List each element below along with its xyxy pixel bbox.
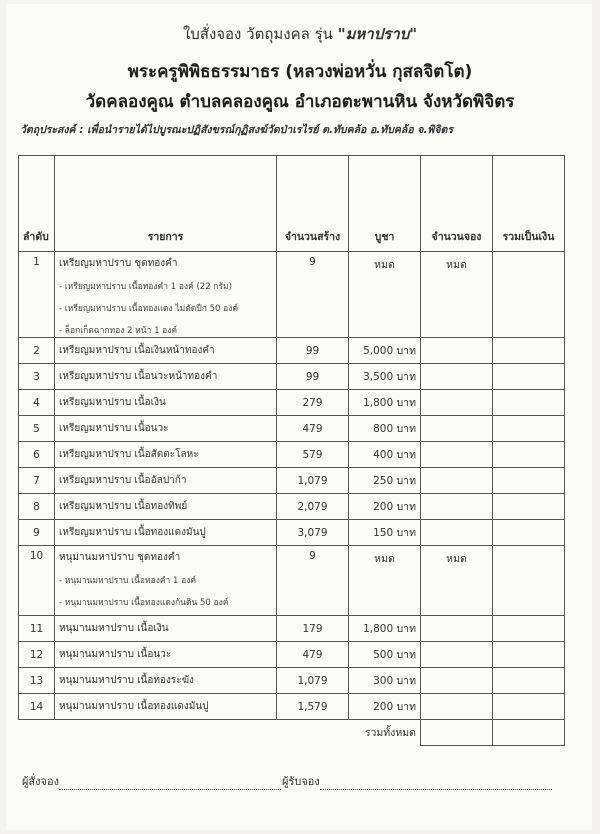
reserve-cell[interactable] — [421, 442, 493, 468]
grand-total-row — [19, 720, 565, 746]
series-name: "มหาปราบ" — [337, 25, 418, 43]
item-name: หนุมานมหาปราบ เนื้อทองแดงมันปู — [59, 701, 209, 712]
row-number: 5 — [19, 416, 55, 442]
grand-total-amount-cell[interactable] — [493, 720, 565, 746]
reserve-cell[interactable] — [421, 468, 493, 494]
col-header-made: จำนวนสร้าง — [277, 156, 349, 252]
item-name: หนุมานมหาปราบ เนื้อทองระฆัง — [59, 675, 194, 686]
item-name: เหรียญมหาปราบ เนื้ออัลปาก้า — [59, 475, 187, 486]
total-cell[interactable] — [493, 642, 565, 668]
form-title — [0, 22, 600, 46]
price-cell: หมด — [349, 546, 421, 616]
row-number: 9 — [19, 520, 55, 546]
item-name: เหรียญมหาปราบ เนื้อเงินหน้าทองคำ — [59, 345, 215, 356]
table-header-row — [19, 156, 565, 252]
made-count: 479 — [277, 642, 349, 668]
item-cell — [55, 668, 277, 694]
price-cell: 150 บาท — [349, 520, 421, 546]
item-cell — [55, 546, 277, 616]
item-sub-line: - ล็อกเก็ตฉากทอง 2 หน้า 1 องค์ — [59, 326, 178, 336]
row-number: 11 — [19, 616, 55, 642]
reserve-cell[interactable] — [421, 416, 493, 442]
item-cell — [55, 642, 277, 668]
row-number: 13 — [19, 668, 55, 694]
item-name: เหรียญมหาปราบ เนื้อนวะหน้าทองคำ — [59, 371, 218, 382]
price-cell: หมด — [349, 252, 421, 338]
table-row — [19, 390, 565, 416]
item-name: เหรียญมหาปราบ เนื้อทองแดงมันปู — [59, 527, 206, 538]
row-number: 14 — [19, 694, 55, 720]
order-table — [18, 155, 565, 746]
reserve-cell[interactable] — [421, 694, 493, 720]
item-cell — [55, 494, 277, 520]
col-header-total: รวมเป็นเงิน — [493, 156, 565, 252]
made-count: 1,579 — [277, 694, 349, 720]
item-cell — [55, 364, 277, 390]
made-count: 9 — [277, 546, 349, 616]
price-cell: 800 บาท — [349, 416, 421, 442]
row-number: 1 — [19, 252, 55, 338]
price-cell: 3,500 บาท — [349, 364, 421, 390]
orderer-label: ผู้สั่งจอง — [22, 775, 59, 788]
item-sub-line: - เหรียญมหาปราบ เนื้อทองแดง ไม่ตัดปีก 50 องค์ — [59, 304, 239, 314]
made-count: 99 — [277, 338, 349, 364]
table-row — [19, 694, 565, 720]
table-row — [19, 468, 565, 494]
item-cell — [55, 416, 277, 442]
total-cell[interactable] — [493, 252, 565, 338]
price-cell: 5,000 บาท — [349, 338, 421, 364]
total-cell[interactable] — [493, 468, 565, 494]
made-count: 579 — [277, 442, 349, 468]
col-header-price: บูชา — [349, 156, 421, 252]
row-number: 7 — [19, 468, 55, 494]
item-cell — [55, 616, 277, 642]
table-row — [19, 494, 565, 520]
item-name: เหรียญมหาปราบ เนื้อสัตตะโลหะ — [59, 449, 199, 460]
row-number: 2 — [19, 338, 55, 364]
item-cell — [55, 694, 277, 720]
total-cell[interactable] — [493, 416, 565, 442]
orderer-signature — [22, 772, 281, 790]
total-cell[interactable] — [493, 616, 565, 642]
made-count: 2,079 — [277, 494, 349, 520]
receiver-signature — [282, 772, 552, 790]
made-count: 479 — [277, 416, 349, 442]
item-cell — [55, 390, 277, 416]
price-cell: 1,800 บาท — [349, 390, 421, 416]
row-number: 12 — [19, 642, 55, 668]
grand-total-label: รวมทั้งหมด — [364, 727, 416, 740]
table-row — [19, 416, 565, 442]
item-name: หนุมานมหาปราบ เนื้อเงิน — [59, 623, 169, 634]
total-cell[interactable] — [493, 694, 565, 720]
price-cell: 200 บาท — [349, 694, 421, 720]
reserve-cell[interactable] — [421, 642, 493, 668]
total-cell[interactable] — [493, 442, 565, 468]
price-cell: 400 บาท — [349, 442, 421, 468]
item-cell — [55, 520, 277, 546]
item-cell — [55, 252, 277, 338]
reserve-cell[interactable] — [421, 494, 493, 520]
table-row — [19, 642, 565, 668]
reserve-cell[interactable]: หมด — [421, 252, 493, 338]
row-number: 4 — [19, 390, 55, 416]
reserve-cell[interactable] — [421, 616, 493, 642]
item-name: เหรียญมหาปราบ เนื้อนวะ — [59, 423, 169, 434]
total-cell[interactable] — [493, 364, 565, 390]
made-count: 1,079 — [277, 468, 349, 494]
grand-total-reserve-cell[interactable] — [421, 720, 493, 746]
made-count: 1,079 — [277, 668, 349, 694]
table-row — [19, 442, 565, 468]
item-name: เหรียญมหาปราบ เนื้อทองทิพย์ — [59, 501, 188, 512]
item-sub-line: - เหรียญมหาปราบ เนื้อทองคำ 1 องค์ (22 กรัม) — [59, 282, 232, 292]
receiver-signature-line[interactable] — [320, 777, 552, 790]
price-cell: 500 บาท — [349, 642, 421, 668]
reserve-cell[interactable] — [421, 364, 493, 390]
reserve-cell[interactable] — [421, 390, 493, 416]
price-cell: 300 บาท — [349, 668, 421, 694]
monk-name: พระครูพิพิธธรรมาธร (หลวงพ่อหวั่น กุสลจิตโต) — [127, 62, 473, 82]
table-row — [19, 364, 565, 390]
temple-location: วัดคลองคูณ ตำบลคลองคูณ อำเภอตะพานหิน จังหวัดพิจิตร — [85, 92, 515, 112]
price-cell: 250 บาท — [349, 468, 421, 494]
total-cell[interactable] — [493, 494, 565, 520]
item-sub-line: - หนุมานมหาปราบ เนื้อทองแดงก้นดิน 50 องค์ — [59, 598, 229, 608]
table-row — [19, 668, 565, 694]
purpose-line: วัตถุประสงค์ : เพื่อนำรายได้ไปบูรณะปฏิสังขรณ์กุฏิสงฆ์วัดป่าเรไรย์ ต.ทับคล้อ อ.ทับคล้อ จ.พิจิตร — [20, 124, 453, 136]
table-row — [19, 616, 565, 642]
item-name: หนุมานมหาปราบ ชุดทองคำ — [59, 552, 181, 563]
made-count: 3,079 — [277, 520, 349, 546]
row-number: 3 — [19, 364, 55, 390]
made-count: 279 — [277, 390, 349, 416]
item-name: เหรียญมหาปราบ ชุดทองคำ — [59, 258, 178, 269]
item-cell — [55, 338, 277, 364]
item-cell — [55, 468, 277, 494]
col-header-item: รายการ — [55, 156, 277, 252]
total-cell[interactable] — [493, 546, 565, 616]
total-cell[interactable] — [493, 390, 565, 416]
made-count: 9 — [277, 252, 349, 338]
table-row — [19, 338, 565, 364]
form-title-text: ใบสั่งจอง วัตถุมงคล รุ่น — [182, 25, 333, 43]
row-number: 8 — [19, 494, 55, 520]
table-row — [19, 520, 565, 546]
total-cell[interactable] — [493, 338, 565, 364]
reserve-cell[interactable]: หมด — [421, 546, 493, 616]
col-header-reserve: จำนวนจอง — [421, 156, 493, 252]
item-name: เหรียญมหาปราบ เนื้อเงิน — [59, 397, 166, 408]
item-cell — [55, 442, 277, 468]
total-cell[interactable] — [493, 668, 565, 694]
row-number: 6 — [19, 442, 55, 468]
total-cell[interactable] — [493, 520, 565, 546]
table-row — [19, 252, 565, 338]
reserve-cell[interactable] — [421, 668, 493, 694]
table-row — [19, 546, 565, 616]
receiver-label: ผู้รับจอง — [282, 775, 320, 788]
orderer-signature-line[interactable] — [59, 777, 281, 790]
col-header-no: ลำดับ — [19, 156, 55, 252]
item-sub-line: - หนุมานมหาปราบ เนื้อทองคำ 1 องค์ — [59, 576, 197, 586]
reserve-cell[interactable] — [421, 338, 493, 364]
made-count: 179 — [277, 616, 349, 642]
item-name: หนุมานมหาปราบ เนื้อนวะ — [59, 649, 172, 660]
price-cell: 200 บาท — [349, 494, 421, 520]
reserve-cell[interactable] — [421, 520, 493, 546]
row-number: 10 — [19, 546, 55, 616]
price-cell: 1,800 บาท — [349, 616, 421, 642]
made-count: 99 — [277, 364, 349, 390]
